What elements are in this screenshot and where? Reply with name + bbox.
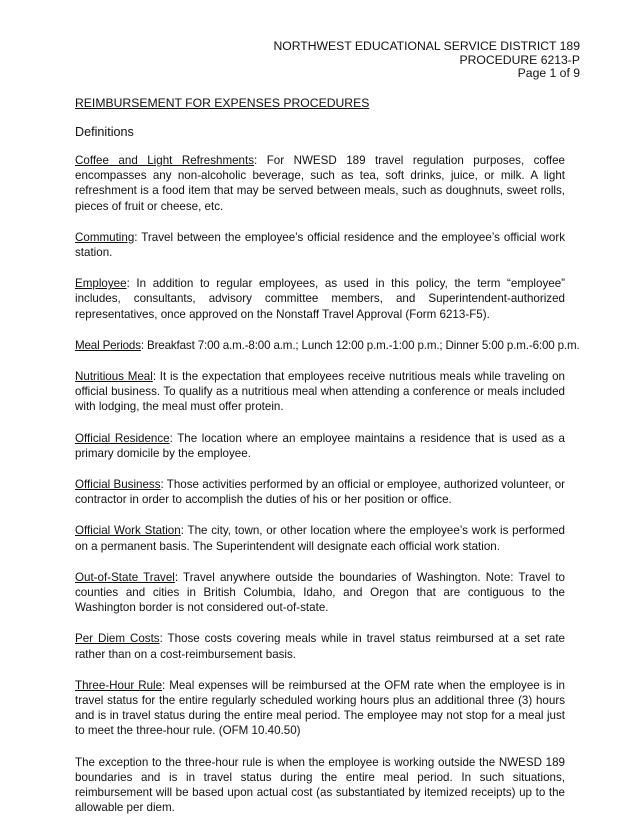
definition-text: : The location where an employee maintains a residence that is used as a primary domicile by the employee.	[75, 431, 565, 460]
definition-official-business	[75, 477, 565, 507]
definition-nutritious-meal	[75, 369, 565, 415]
definition-commuting	[75, 230, 565, 260]
organization-name: NORTHWEST EDUCATIONAL SERVICE DISTRICT 189	[273, 39, 580, 53]
definition-term: Out-of-State Travel	[75, 570, 175, 584]
definition-text: : Meal expenses will be reimbursed at the OFM rate when the employee is in travel status for the entire regularly scheduled working hours plus an additional three (3) hours and is in travel status during the entire meal period. The employee may not stop for a meal just to meet the three-hour rule. (OFM 10.40.50)	[75, 678, 565, 738]
definition-three-hour-rule	[75, 678, 565, 739]
definition-term: Coffee and Light Refreshments	[75, 154, 255, 167]
definition-term: Commuting	[75, 230, 135, 244]
definition-text: : It is the expectation that employees receive nutritious meals while traveling on official business. To qualify as a nutritious meal when attending a conference or meals included with lodging, the meal must offer protein.	[75, 370, 565, 414]
definition-official-work-station	[75, 523, 565, 553]
definition-text: : Travel anywhere outside the boundaries of Washington. Note: Travel to counties and cities in British Columbia, Idaho, and Oregon that are contiguous to the Washington border is not considered out-of-state.	[75, 570, 565, 615]
document-header	[273, 40, 580, 81]
definition-meal-periods	[75, 338, 580, 353]
definition-text: : Those costs covering meals while in travel status reimbursed at a set rate rather than on a cost-reimbursement basis.	[75, 632, 565, 661]
procedure-number: PROCEDURE 6213-P	[459, 52, 580, 67]
document-title: REIMBURSEMENT FOR EXPENSES PROCEDURES	[75, 96, 370, 110]
definition-term: Three-Hour Rule	[75, 678, 163, 692]
definition-official-residence	[75, 431, 565, 461]
definition-out-of-state-travel	[75, 570, 565, 616]
page-number: Page 1 of 9	[517, 66, 580, 80]
definition-employee	[75, 276, 565, 322]
exception-paragraph: The exception to the three-hour rule is when the employee is working outside the NWESD 189 boundaries and is in travel status during the entire meal period. In such situations, reimbursement will be based upon actual cost (as substantiated by itemized receipts) up to the allowable per diem.	[75, 755, 565, 815]
definition-term: Employee	[75, 277, 127, 291]
definitions-list	[75, 153, 580, 816]
definition-text: : Travel between the employee’s official residence and the employee’s official work station.	[75, 230, 565, 260]
definition-text: : In addition to regular employees, as used in this policy, the term “employee” includes, consultants, advisory committee members, and Superintendent-authorized representatives, once approved on the Nonstaff Travel Approval (Form 6213-F5).	[75, 277, 565, 321]
section-heading: Definitions	[75, 125, 134, 139]
definition-term: Official Business	[75, 478, 161, 492]
definition-text: : For NWESD 189 travel regulation purposes, coffee encompasses any non-alcoholic beverage, such as tea, soft drinks, juice, or milk. A light refreshment is a food item that may be served between meals, such as doughnuts, sweet rolls, pieces of fruit or cheese, etc.	[75, 154, 566, 213]
definition-term: Official Work Station	[75, 524, 181, 538]
definition-coffee	[75, 153, 565, 214]
definition-text: : Breakfast 7:00 a.m.-8:00 a.m.; Lunch 12:00 p.m.-1:00 p.m.; Dinner 5:00 p.m.-6:00 p.m.	[140, 338, 580, 352]
definition-per-diem-costs	[75, 631, 565, 661]
definition-term: Nutritious Meal	[75, 370, 153, 384]
definition-term: Meal Periods	[75, 338, 141, 352]
definition-term: Official Residence	[75, 431, 170, 445]
definition-text: : The city, town, or other location where the employee’s work is performed on a permanent basis. The Superintendent will designate each official work station.	[75, 524, 565, 553]
definition-text: : Those activities performed by an official or employee, authorized volunteer, or contractor in order to accomplish the duties of his or her position or office.	[75, 478, 565, 507]
definition-term: Per Diem Costs	[75, 632, 160, 646]
